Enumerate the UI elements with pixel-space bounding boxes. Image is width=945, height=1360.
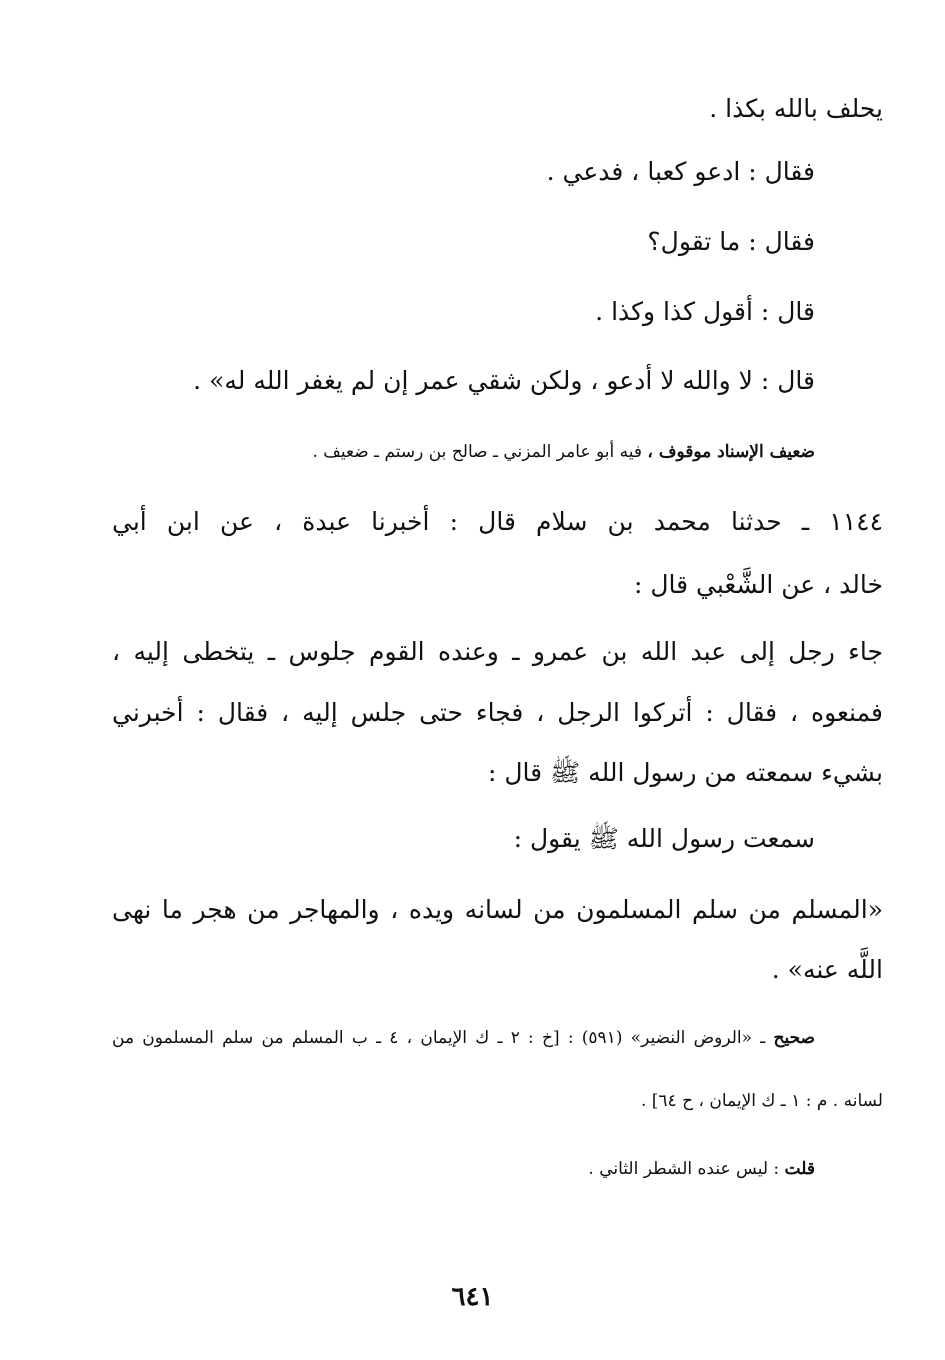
text-line: فقال : ما تقول؟ <box>647 227 815 256</box>
hadith-grading <box>112 1025 815 1051</box>
text-line: فقال : ادعو كعبا ، فدعي . <box>546 157 815 186</box>
grading-text: ـ «الروض النضير» (٥٩١) : [خ : ٢ ـ ك الإيمان ، ٤ ـ ب المسلم من سلم المسلمون من <box>112 1028 774 1048</box>
editor-note <box>588 1156 815 1182</box>
hadith-line: اللَّه عنه» . <box>771 955 883 984</box>
note-label: قلت <box>784 1159 815 1179</box>
hadith-line: فمنعوه ، فقال : أتركوا الرجل ، فجاء حتى جلس إليه ، فقال : أخبرني <box>112 698 883 727</box>
page-number: ٦٤١ <box>451 1282 494 1312</box>
grading-text-line: لسانه . م : ١ ـ ك الإيمان ، ح ٦٤] . <box>640 1091 883 1111</box>
hadith-line: ١١٤٤ ـ حدثنا محمد بن سلام قال : أخبرنا عبدة ، عن ابن أبي <box>112 507 883 536</box>
hadith-line: جاء رجل إلى عبد الله بن عمرو ـ وعنده القوم جلوس ـ يتخطى إليه ، <box>112 637 883 666</box>
grading-label: ضعيف الإسناد موقوف ، <box>647 442 815 462</box>
hadith-grading <box>312 439 815 465</box>
hadith-line: سمعت رسول الله ﷺ يقول : <box>513 824 815 853</box>
hadith-line: خالد ، عن الشَّعْبي قال : <box>633 570 883 599</box>
hadith-line: «المسلم من سلم المسلمون من لسانه ويده ، والمهاجر من هجر ما نهى <box>112 895 883 924</box>
grading-label: صحيح <box>773 1028 815 1048</box>
text-line: قال : لا والله لا أدعو ، ولكن شقي عمر إن لم يغفر الله له» . <box>193 366 815 395</box>
grading-text: فيه أبو عامر المزني ـ صالح بن رستم ـ ضعيف . <box>312 442 648 462</box>
hadith-line: بشيء سمعته من رسول الله ﷺ قال : <box>487 758 883 787</box>
text-line: يحلف بالله بكذا . <box>709 94 883 123</box>
text-line: قال : أقول كذا وكذا . <box>595 297 815 326</box>
note-text: : ليس عنده الشطر الثاني . <box>588 1159 785 1179</box>
